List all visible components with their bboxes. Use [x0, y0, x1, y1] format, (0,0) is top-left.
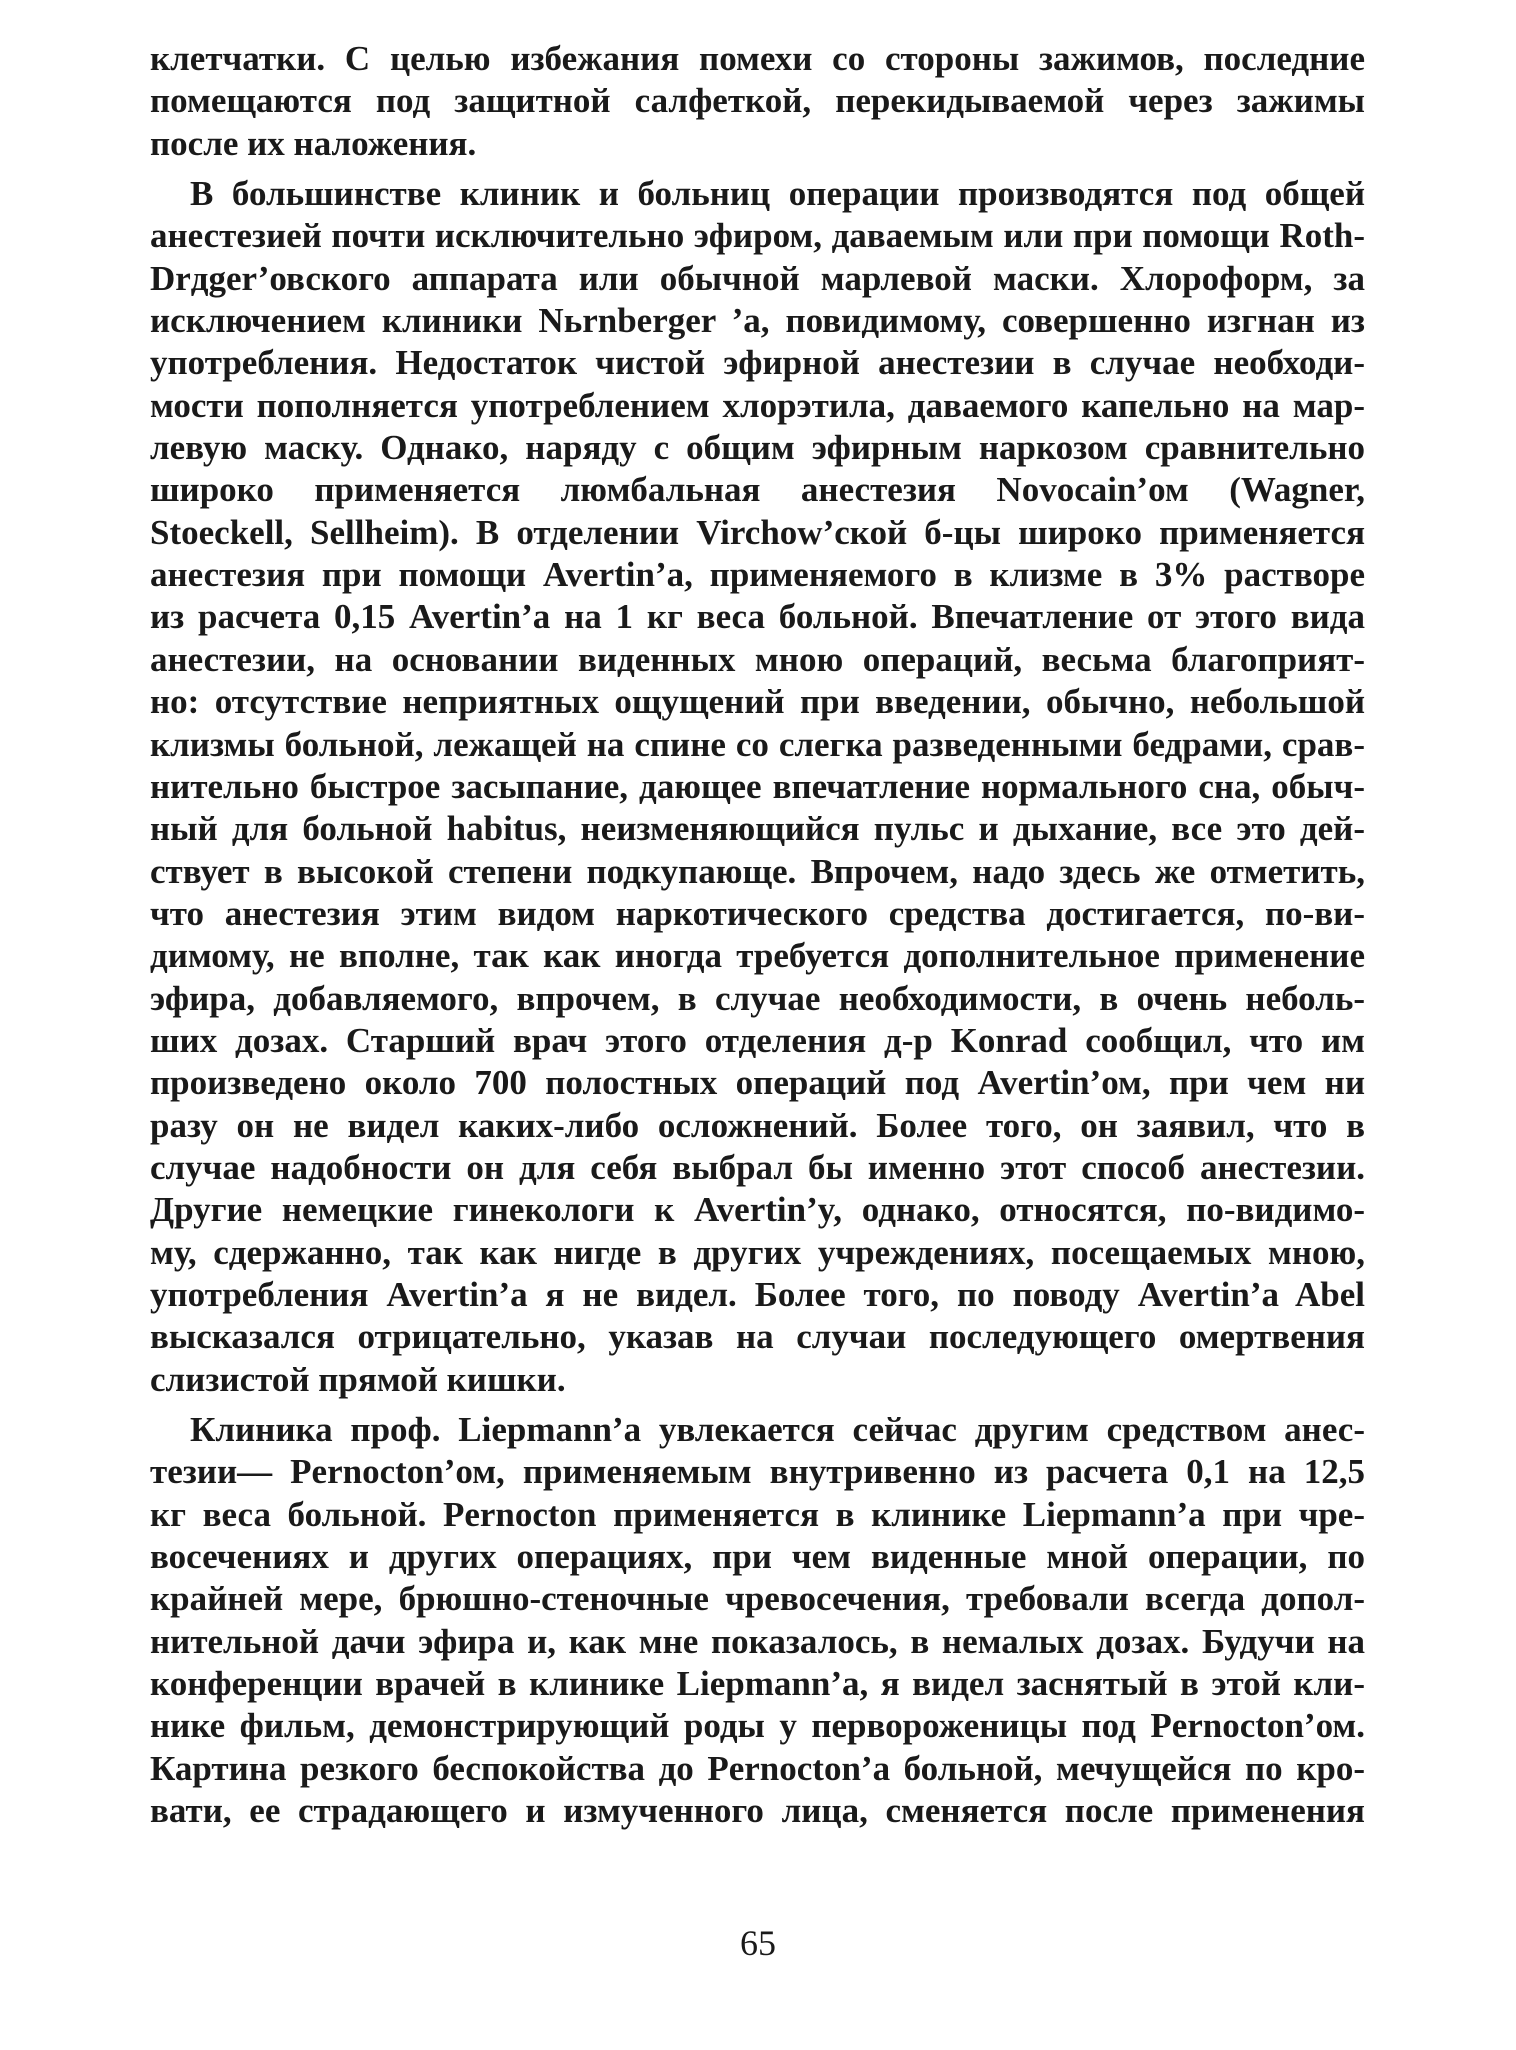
text-line: мости пополняется употреблением хлорэтила, даваемого капельно на мар- [150, 385, 1365, 425]
text-line: В большинстве клиник и больниц операции производятся под общей [190, 174, 1365, 214]
text-line: из расчета 0,15 Avertin’a на 1 кг веса больной. Впечатление от этого вида [150, 597, 1365, 637]
text-line: высказался отрицательно, указав на случаи последующего омертвения [150, 1317, 1365, 1357]
text-line: широко применяется люмбальная анестезия Novocain’ом (Wagner, [150, 470, 1365, 510]
paragraph-1 [150, 38, 1365, 165]
text-line: Картина резкого беспокойства до Pernocton’a больной, мечущейся по кро- [150, 1748, 1365, 1788]
body-text [150, 38, 1365, 1832]
text-line: слизистой прямой кишки. [150, 1359, 566, 1399]
text-line: му, сдержанно, так как нигде в других учреждениях, посещаемых мною, [150, 1232, 1365, 1272]
text-line: ствует в высокой степени подкупающе. Впрочем, надо здесь же отметить, [150, 851, 1365, 891]
text-line: димому, не вполне, так как иногда требуется дополнительное применение [150, 936, 1365, 976]
text-line: анестезии, на основании виденных мною операций, весьма благоприят- [150, 639, 1365, 679]
text-line: Клиника проф. Liepmann’a увлекается сейчас другим средством анес- [190, 1410, 1365, 1449]
text-line: вати, ее страдающего и измученного лица, сменяется после применения [150, 1791, 1365, 1831]
text-line: исключением клиники Nьrnberger ’a, повидимому, совершенно изгнан из [150, 301, 1365, 341]
text-line: анестезия при помощи Avertin’a, применяемого в клизме в 3% растворе [150, 555, 1365, 595]
text-line: разу он не видел каких-либо осложнений. Более того, он заявил, что в [150, 1105, 1365, 1145]
page-number: 65 [740, 1923, 776, 1963]
text-line: что анестезия этим видом наркотического средства достигается, по-ви- [150, 893, 1365, 933]
text-line: но: отсутствие неприятных ощущений при введении, обычно, небольшой [150, 682, 1365, 722]
text-line: помещаются под защитной салфеткой, перекидываемой через зажимы [150, 81, 1365, 121]
text-line: клетчатки. С целью избежания помехи со стороны зажимов, последние [150, 39, 1365, 78]
text-line: ших дозах. Старший врач этого отделения д-р Konrad сообщил, что им [150, 1020, 1365, 1060]
text-line: после их наложения. [150, 123, 477, 163]
text-line: случае надобности он для себя выбрал бы именно этот способ анестезии. [150, 1147, 1365, 1187]
paragraph-3 [150, 1409, 1365, 1832]
text-line: крайней мере, брюшно-стеночные чревосечения, требовали всегда допол- [150, 1579, 1365, 1619]
text-line: нительно быстрое засыпание, дающее впечатление нормального сна, обыч- [150, 766, 1365, 806]
paragraph-2 [150, 173, 1365, 1401]
text-line: анестезией почти исключительно эфиром, даваемым или при помощи Roth- [150, 216, 1365, 256]
text-line: восечениях и других операциях, при чем виденные мной операции, по [150, 1537, 1365, 1577]
text-line: нительной дачи эфира и, как мне показалось, в немалых дозах. Будучи на [150, 1621, 1365, 1661]
text-line: клизмы больной, лежащей на спине со слегка разведенными бедрами, срав- [150, 724, 1365, 764]
text-line: эфира, добавляемого, впрочем, в случае необходимости, в очень неболь- [150, 978, 1365, 1018]
text-line: произведено около 700 полостных операций под Avertin’ом, при чем ни [150, 1063, 1365, 1103]
text-line: употребления. Недостаток чистой эфирной анестезии в случае необходи- [150, 343, 1365, 383]
text-line: конференции врачей в клинике Liepmann’a, я видел заснятый в этой кли- [150, 1664, 1365, 1704]
text-line: Stoeckell, Sellheim). В отделении Virchow’ской б-цы широко применяется [150, 512, 1365, 552]
text-line: ный для больной habitus, неизменяющийся пульс и дыхание, все это дей- [150, 809, 1365, 849]
text-line: левую маску. Однако, наряду с общим эфирным наркозом сравнительно [150, 428, 1365, 468]
text-line: нике фильм, демонстрирующий роды у первороженицы под Pernocton’ом. [150, 1706, 1365, 1746]
text-line: тезии— Pernocton’ом, применяемым внутривенно из расчета 0,1 на 12,5 [150, 1452, 1365, 1492]
text-line: Другие немецкие гинекологи к Avertin’y, однако, относятся, по-видимо- [150, 1190, 1365, 1230]
text-line: кг веса больной. Pernocton применяется в клинике Liepmann’a при чре- [150, 1494, 1365, 1534]
text-line: Drдger’овского аппарата или обычной марлевой маски. Хлороформ, за [150, 258, 1365, 298]
text-line: употребления Avertin’a я не видел. Более того, по поводу Avertin’a Abel [150, 1274, 1365, 1314]
